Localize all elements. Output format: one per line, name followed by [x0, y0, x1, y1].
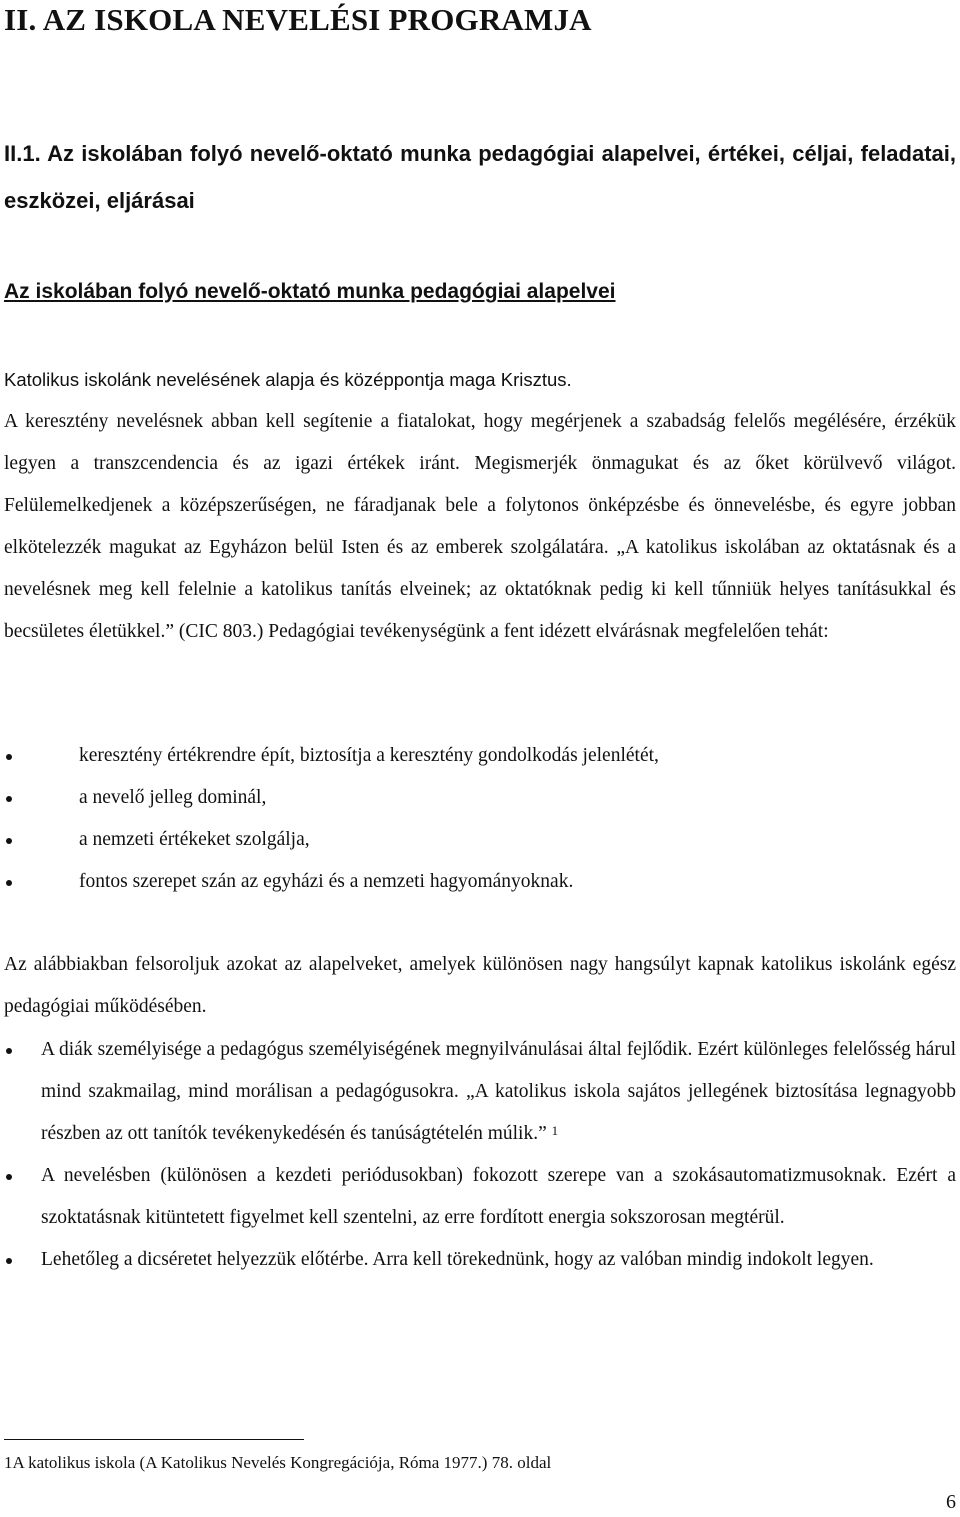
list-item-text: a nemzeti értékeket szolgálja, — [79, 829, 310, 850]
bullet-icon — [6, 1174, 12, 1180]
list-item-text: keresztény értékrendre épít, biztosítja a keresztény gondolkodás jelenlétét, — [79, 745, 659, 766]
bullet-icon — [6, 754, 12, 760]
footnote-divider — [4, 1439, 304, 1440]
bullet-icon — [6, 1258, 12, 1264]
list-item-text: Lehetőleg a dicséretet helyezzük előtérbe. Arra kell törekednünk, hogy az valóban mindig indokolt legyen. — [41, 1249, 874, 1270]
footnote: 1A katolikus iskola (A Katolikus Nevelés Kongregációja, Róma 1977.) 78. oldal — [4, 1453, 552, 1472]
list-item — [0, 1029, 956, 1155]
bullet-icon — [6, 796, 12, 802]
list-item — [0, 861, 952, 903]
list-item — [0, 819, 952, 861]
list-item-text: a nevelő jelleg dominál, — [79, 787, 267, 808]
paragraph-principles: A keresztény nevelésnek abban kell segítenie a fiatalokat, hogy megérjenek a szabadság felelős megélésére, érzékük legyen a transzcendencia és az igazi értékek iránt. Megismerjék önmagukat és az őket körülvevő világot. Felülemelkedjenek a középszerűségen, ne fáradjanak bele a folytonos önképzésbe és önnevelésbe, és egyre jobban elkötelezzék magukat az Egyházon belül Isten és az emberek szolgálatára. „A katolikus iskolában az oktatásnak és a nevelésnek meg kell felelnie a katolikus tanítás elveinek; az oktatóknak pedig ki kell tűnniük helyes tanításukkal és becsületes életükkel.” (CIC 803.) Pedagógiai tevékenységünk a fent idézett elvárásnak megfelelően tehát: — [4, 411, 956, 642]
paragraph-principles-intro: Az alábbiakban felsoroljuk azokat az alapelveket, amelyek különösen nagy hangsúlyt kapnak katolikus iskolánk egész pedagógiai működésében. — [4, 954, 956, 1017]
bullet-icon — [6, 880, 12, 886]
activity-list — [0, 735, 952, 903]
main-heading: II. AZ ISKOLA NEVELÉSI PROGRAMJA — [4, 2, 592, 37]
intro-sentence: Katolikus iskolánk nevelésének alapja és középpontja maga Krisztus. — [4, 369, 572, 390]
section-heading: II.1. Az iskolában folyó nevelő-oktató munka pedagógiai alapelvei, értékei, céljai, feladatai, eszközei, eljárásai — [4, 141, 956, 213]
subsection-heading: Az iskolában folyó nevelő-oktató munka pedagógiai alapelvei — [4, 280, 616, 303]
bullet-icon — [6, 838, 12, 844]
list-item — [0, 777, 952, 819]
list-item — [0, 735, 952, 777]
principles-list — [0, 1029, 956, 1281]
page-number: 6 — [946, 1491, 956, 1513]
bullet-icon — [6, 1048, 12, 1054]
list-item-text: A nevelésben (különösen a kezdeti periódusokban) fokozott szerepe van a szokásautomatizmusoknak. Ezért a szoktatásnak kitüntetett figyelmet kell szentelni, az erre fordított energia sokszorosan megtérül. — [41, 1165, 956, 1228]
list-item — [0, 1155, 956, 1239]
list-item — [0, 1239, 956, 1281]
list-item-text: fontos szerepet szán az egyházi és a nemzeti hagyományoknak. — [79, 871, 574, 892]
list-item-text: A diák személyisége a pedagógus személyiségének megnyilvánulásai által fejlődik. Ezért különleges felelősség hárul mind szakmailag, mind morálisan a pedagógusokra. „A katolikus iskola sajátos jellegének biztosítása legnagyobb részben az ott tanítók tevékenykedésén és tanúságtételén múlik.” — [41, 1039, 956, 1144]
footnote-reference[interactable]: 1 — [551, 1123, 559, 1138]
